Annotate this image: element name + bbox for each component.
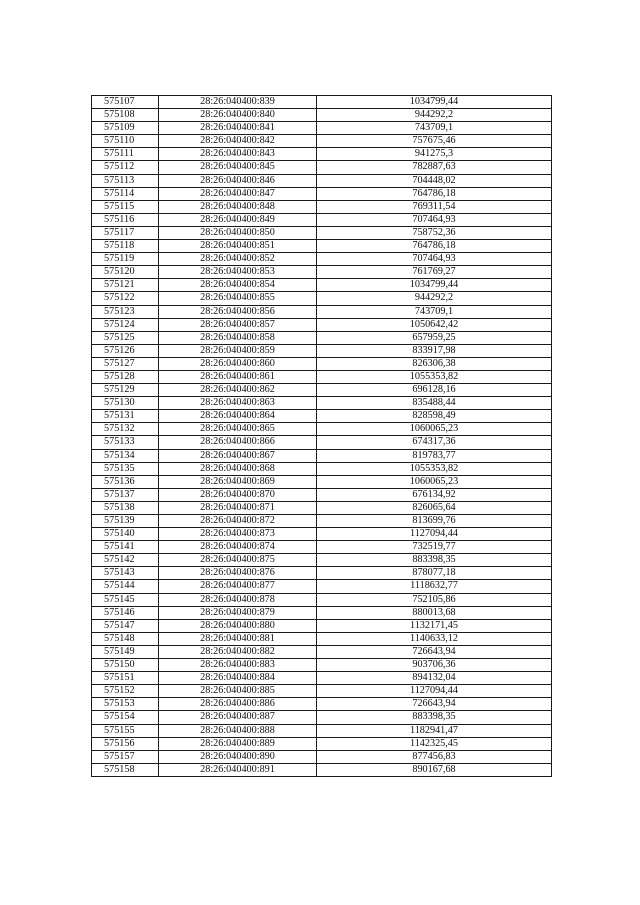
cadastral-number-cell: 28:26:040400:840 [159, 109, 317, 122]
cadastral-value-cell: 1055353,82 [317, 462, 552, 475]
table-row [92, 292, 552, 305]
row-id-cell: 575152 [92, 685, 159, 698]
row-id-cell: 575130 [92, 397, 159, 410]
table-row [92, 423, 552, 436]
cadastral-number-cell: 28:26:040400:853 [159, 266, 317, 279]
row-id-cell: 575138 [92, 501, 159, 514]
cadastral-value-cell: 757675,46 [317, 135, 552, 148]
row-id-cell: 575134 [92, 449, 159, 462]
cadastral-number-cell: 28:26:040400:865 [159, 423, 317, 436]
cadastral-value-cell: 1182941,47 [317, 724, 552, 737]
cadastral-number-cell: 28:26:040400:852 [159, 253, 317, 266]
table-row [92, 344, 552, 357]
cadastral-number-cell: 28:26:040400:887 [159, 711, 317, 724]
table-row [92, 462, 552, 475]
table-row [92, 645, 552, 658]
row-id-cell: 575120 [92, 266, 159, 279]
cadastral-number-cell: 28:26:040400:874 [159, 541, 317, 554]
table-row [92, 279, 552, 292]
table-row [92, 606, 552, 619]
cadastral-value-cell: 764786,18 [317, 187, 552, 200]
cadastral-value-cell: 1034799,44 [317, 96, 552, 109]
cadastral-value-cell: 707464,93 [317, 253, 552, 266]
table-row [92, 109, 552, 122]
row-id-cell: 575158 [92, 763, 159, 776]
cadastral-number-cell: 28:26:040400:883 [159, 659, 317, 672]
cadastral-value-cell: 761769,27 [317, 266, 552, 279]
row-id-cell: 575154 [92, 711, 159, 724]
table-row [92, 528, 552, 541]
cadastral-value-cell: 1127094,44 [317, 528, 552, 541]
cadastral-value-cell: 704448,02 [317, 174, 552, 187]
row-id-cell: 575149 [92, 645, 159, 658]
table-row [92, 187, 552, 200]
row-id-cell: 575114 [92, 187, 159, 200]
row-id-cell: 575147 [92, 619, 159, 632]
table-row [92, 580, 552, 593]
table-row [92, 554, 552, 567]
table-row [92, 672, 552, 685]
table-row [92, 226, 552, 239]
row-id-cell: 575124 [92, 318, 159, 331]
cadastral-number-cell: 28:26:040400:857 [159, 318, 317, 331]
row-id-cell: 575107 [92, 96, 159, 109]
table-row [92, 213, 552, 226]
cadastral-number-cell: 28:26:040400:867 [159, 449, 317, 462]
cadastral-value-cell: 726643,94 [317, 645, 552, 658]
table-row [92, 200, 552, 213]
cadastral-number-cell: 28:26:040400:861 [159, 370, 317, 383]
cadastral-value-cell: 1142325,45 [317, 737, 552, 750]
cadastral-number-cell: 28:26:040400:846 [159, 174, 317, 187]
row-id-cell: 575112 [92, 161, 159, 174]
table-row [92, 632, 552, 645]
cadastral-value-cell: 819783,77 [317, 449, 552, 462]
cadastral-value-cell: 769311,54 [317, 200, 552, 213]
cadastral-value-cell: 758752,36 [317, 226, 552, 239]
table-row [92, 724, 552, 737]
cadastral-value-cell: 944292,2 [317, 109, 552, 122]
row-id-cell: 575137 [92, 488, 159, 501]
cadastral-value-cell: 657959,25 [317, 331, 552, 344]
table-row [92, 501, 552, 514]
row-id-cell: 575108 [92, 109, 159, 122]
cadastral-number-cell: 28:26:040400:890 [159, 750, 317, 763]
table-body [92, 96, 552, 777]
row-id-cell: 575133 [92, 436, 159, 449]
cadastral-number-cell: 28:26:040400:842 [159, 135, 317, 148]
table-row [92, 96, 552, 109]
table-row [92, 410, 552, 423]
row-id-cell: 575116 [92, 213, 159, 226]
cadastral-number-cell: 28:26:040400:862 [159, 384, 317, 397]
cadastral-number-cell: 28:26:040400:839 [159, 96, 317, 109]
cadastral-number-cell: 28:26:040400:847 [159, 187, 317, 200]
cadastral-value-cell: 696128,16 [317, 384, 552, 397]
cadastral-value-cell: 813699,76 [317, 515, 552, 528]
cadastral-number-cell: 28:26:040400:851 [159, 240, 317, 253]
cadastral-value-cell: 880013,68 [317, 606, 552, 619]
table-row [92, 436, 552, 449]
cadastral-value-cell: 1050642,42 [317, 318, 552, 331]
cadastral-number-cell: 28:26:040400:858 [159, 331, 317, 344]
cadastral-number-cell: 28:26:040400:872 [159, 515, 317, 528]
cadastral-number-cell: 28:26:040400:870 [159, 488, 317, 501]
cadastral-value-cell: 1055353,82 [317, 370, 552, 383]
cadastral-value-cell: 676134,92 [317, 488, 552, 501]
cadastral-number-cell: 28:26:040400:877 [159, 580, 317, 593]
row-id-cell: 575110 [92, 135, 159, 148]
cadastral-number-cell: 28:26:040400:856 [159, 305, 317, 318]
cadastral-number-cell: 28:26:040400:841 [159, 122, 317, 135]
table-row [92, 318, 552, 331]
row-id-cell: 575143 [92, 567, 159, 580]
table-row [92, 148, 552, 161]
cadastral-value-cell: 833917,98 [317, 344, 552, 357]
table-row [92, 253, 552, 266]
row-id-cell: 575129 [92, 384, 159, 397]
cadastral-number-cell: 28:26:040400:882 [159, 645, 317, 658]
table-row [92, 567, 552, 580]
row-id-cell: 575117 [92, 226, 159, 239]
table-row [92, 135, 552, 148]
cadastral-value-cell: 894132,04 [317, 672, 552, 685]
table-row [92, 659, 552, 672]
table-row [92, 122, 552, 135]
cadastral-value-cell: 1060065,23 [317, 423, 552, 436]
row-id-cell: 575126 [92, 344, 159, 357]
cadastral-value-cell: 883398,35 [317, 554, 552, 567]
cadastral-number-cell: 28:26:040400:854 [159, 279, 317, 292]
cadastral-number-cell: 28:26:040400:878 [159, 593, 317, 606]
row-id-cell: 575157 [92, 750, 159, 763]
row-id-cell: 575140 [92, 528, 159, 541]
row-id-cell: 575131 [92, 410, 159, 423]
cadastral-value-cell: 752105,86 [317, 593, 552, 606]
row-id-cell: 575135 [92, 462, 159, 475]
row-id-cell: 575144 [92, 580, 159, 593]
cadastral-number-cell: 28:26:040400:889 [159, 737, 317, 750]
cadastral-value-cell: 835488,44 [317, 397, 552, 410]
cadastral-number-cell: 28:26:040400:863 [159, 397, 317, 410]
row-id-cell: 575156 [92, 737, 159, 750]
table-row [92, 475, 552, 488]
cadastral-value-cell: 828598,49 [317, 410, 552, 423]
cadastral-number-cell: 28:26:040400:879 [159, 606, 317, 619]
cadastral-value-cell: 782887,63 [317, 161, 552, 174]
row-id-cell: 575122 [92, 292, 159, 305]
row-id-cell: 575139 [92, 515, 159, 528]
cadastral-value-cell: 877456,83 [317, 750, 552, 763]
cadastral-value-cell: 1034799,44 [317, 279, 552, 292]
cadastral-value-cell: 674317,36 [317, 436, 552, 449]
cadastral-value-cell: 826306,38 [317, 357, 552, 370]
cadastral-number-cell: 28:26:040400:886 [159, 698, 317, 711]
row-id-cell: 575153 [92, 698, 159, 711]
cadastral-number-cell: 28:26:040400:884 [159, 672, 317, 685]
cadastral-value-cell: 732519,77 [317, 541, 552, 554]
cadastral-number-cell: 28:26:040400:866 [159, 436, 317, 449]
cadastral-value-cell: 878077,18 [317, 567, 552, 580]
row-id-cell: 575123 [92, 305, 159, 318]
table-row [92, 488, 552, 501]
cadastral-number-cell: 28:26:040400:873 [159, 528, 317, 541]
table-row [92, 541, 552, 554]
cadastral-value-table [91, 95, 552, 777]
table-row [92, 698, 552, 711]
table-row [92, 711, 552, 724]
cadastral-number-cell: 28:26:040400:875 [159, 554, 317, 567]
cadastral-number-cell: 28:26:040400:845 [159, 161, 317, 174]
row-id-cell: 575148 [92, 632, 159, 645]
cadastral-value-cell: 726643,94 [317, 698, 552, 711]
cadastral-number-cell: 28:26:040400:848 [159, 200, 317, 213]
cadastral-value-cell: 764786,18 [317, 240, 552, 253]
cadastral-number-cell: 28:26:040400:850 [159, 226, 317, 239]
table-row [92, 685, 552, 698]
row-id-cell: 575132 [92, 423, 159, 436]
cadastral-number-cell: 28:26:040400:876 [159, 567, 317, 580]
cadastral-number-cell: 28:26:040400:859 [159, 344, 317, 357]
cadastral-value-cell: 707464,93 [317, 213, 552, 226]
cadastral-number-cell: 28:26:040400:891 [159, 763, 317, 776]
cadastral-number-cell: 28:26:040400:868 [159, 462, 317, 475]
cadastral-number-cell: 28:26:040400:864 [159, 410, 317, 423]
cadastral-value-cell: 826065,64 [317, 501, 552, 514]
table-row [92, 449, 552, 462]
table-row [92, 397, 552, 410]
table-row [92, 750, 552, 763]
cadastral-number-cell: 28:26:040400:843 [159, 148, 317, 161]
cadastral-number-cell: 28:26:040400:869 [159, 475, 317, 488]
row-id-cell: 575150 [92, 659, 159, 672]
row-id-cell: 575121 [92, 279, 159, 292]
table-row [92, 331, 552, 344]
row-id-cell: 575151 [92, 672, 159, 685]
cadastral-value-cell: 743709,1 [317, 122, 552, 135]
cadastral-number-cell: 28:26:040400:881 [159, 632, 317, 645]
cadastral-number-cell: 28:26:040400:888 [159, 724, 317, 737]
cadastral-value-cell: 944292,2 [317, 292, 552, 305]
table-row [92, 384, 552, 397]
table-row [92, 370, 552, 383]
cadastral-value-cell: 1127094,44 [317, 685, 552, 698]
table-row [92, 763, 552, 776]
cadastral-value-cell: 743709,1 [317, 305, 552, 318]
cadastral-value-cell: 1132171,45 [317, 619, 552, 632]
row-id-cell: 575128 [92, 370, 159, 383]
row-id-cell: 575125 [92, 331, 159, 344]
row-id-cell: 575141 [92, 541, 159, 554]
cadastral-value-cell: 1060065,23 [317, 475, 552, 488]
cadastral-value-cell: 1140633,12 [317, 632, 552, 645]
row-id-cell: 575142 [92, 554, 159, 567]
cadastral-number-cell: 28:26:040400:855 [159, 292, 317, 305]
cadastral-number-cell: 28:26:040400:880 [159, 619, 317, 632]
row-id-cell: 575155 [92, 724, 159, 737]
table-row [92, 515, 552, 528]
cadastral-number-cell: 28:26:040400:885 [159, 685, 317, 698]
table-row [92, 174, 552, 187]
row-id-cell: 575113 [92, 174, 159, 187]
table-row [92, 161, 552, 174]
row-id-cell: 575146 [92, 606, 159, 619]
row-id-cell: 575118 [92, 240, 159, 253]
cadastral-value-cell: 1118632,77 [317, 580, 552, 593]
table-row [92, 593, 552, 606]
row-id-cell: 575119 [92, 253, 159, 266]
table-row [92, 266, 552, 279]
table-row [92, 240, 552, 253]
row-id-cell: 575145 [92, 593, 159, 606]
cadastral-value-cell: 903706,36 [317, 659, 552, 672]
row-id-cell: 575109 [92, 122, 159, 135]
cadastral-value-cell: 890167,68 [317, 763, 552, 776]
table-row [92, 357, 552, 370]
cadastral-value-cell: 941275,3 [317, 148, 552, 161]
table-row [92, 737, 552, 750]
table-row [92, 305, 552, 318]
row-id-cell: 575136 [92, 475, 159, 488]
row-id-cell: 575127 [92, 357, 159, 370]
row-id-cell: 575115 [92, 200, 159, 213]
cadastral-value-cell: 883398,35 [317, 711, 552, 724]
cadastral-number-cell: 28:26:040400:849 [159, 213, 317, 226]
table-row [92, 619, 552, 632]
cadastral-number-cell: 28:26:040400:860 [159, 357, 317, 370]
row-id-cell: 575111 [92, 148, 159, 161]
cadastral-number-cell: 28:26:040400:871 [159, 501, 317, 514]
